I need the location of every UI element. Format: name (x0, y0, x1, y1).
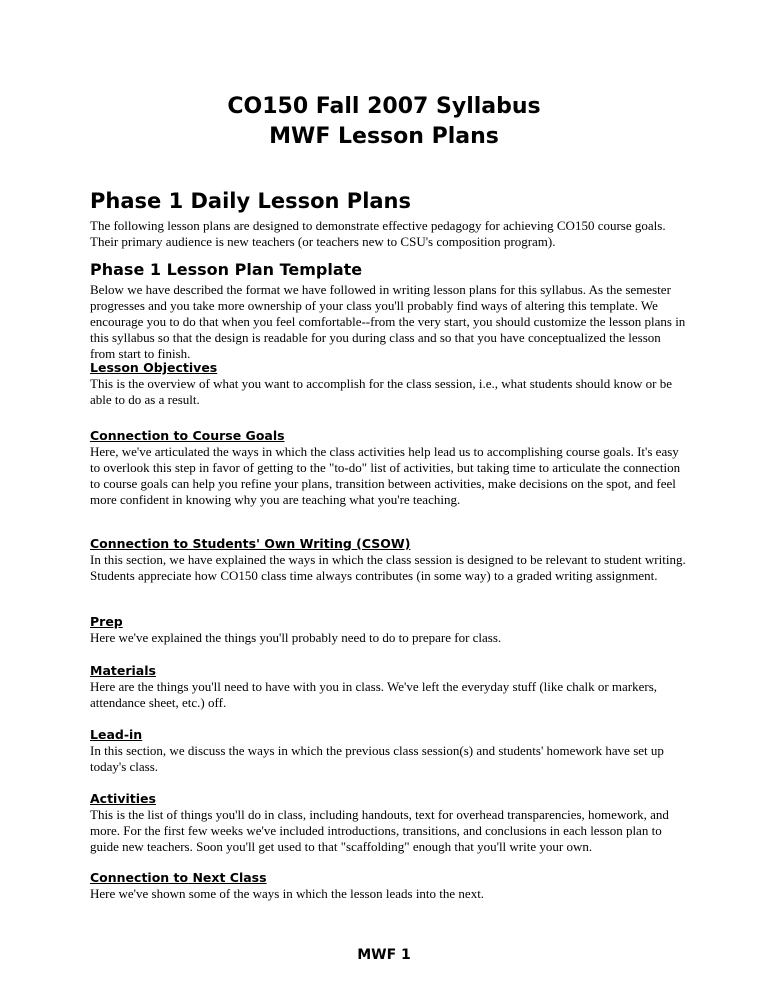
section-text: Here we've shown some of the ways in which the lesson leads into the next. (90, 886, 485, 901)
section-lead-in (90, 727, 688, 775)
template-heading: Phase 1 Lesson Plan Template (90, 260, 363, 279)
section-heading: Connection to Course Goals (90, 428, 285, 443)
section-prep (90, 614, 688, 646)
template-paragraph: Below we have described the format we have followed in writing lesson plans for this syllabus. As the semester progresses and you take more ownership of your class you'll probably find ways of altering this template. We encourage you to do that when you feel comfortable--from the very start, you should customize the lesson plans in this syllabus so that the design is readable for you during class and so that you have conceptualized the lesson from start to finish. (90, 282, 686, 361)
section-course-goals (90, 428, 688, 508)
title-line-1: CO150 Fall 2007 Syllabus (227, 94, 541, 119)
section-heading: Materials (90, 663, 156, 678)
section-text: Here, we've articulated the ways in which the class activities help lead us to accomplishing course goals. It's easy to overlook this step in favor of getting to the "to-do" list of activities, but taking time to articulate the connection to course goals can help you refine your plans, transition between activities, make decisions on the spot, and feel more confident in knowing why you are teaching what you're teaching. (90, 444, 681, 507)
section-text: Here are the things you'll need to have with you in class. We've left the everyday stuff (like chalk or markers, attendance sheet, etc.) off. (90, 679, 658, 710)
intro-paragraph: The following lesson plans are designed to demonstrate effective pedagogy for achieving CO150 course goals. Their primary audience is new teachers (or teachers new to CSU's composition program). (90, 218, 666, 249)
section-heading: Connection to Next Class (90, 870, 267, 885)
section-heading: Activities (90, 791, 156, 806)
document-title (90, 92, 678, 152)
section-text: This is the overview of what you want to accomplish for the class session, i.e., what students should know or be able to do as a result. (90, 376, 673, 407)
page-footer: MWF 1 (357, 947, 411, 963)
section-heading: Lesson Objectives (90, 360, 218, 375)
section-heading: Prep (90, 614, 123, 629)
section-csow (90, 536, 688, 584)
section-text: This is the list of things you'll do in class, including handouts, text for overhead transparencies, homework, and more. For the first few weeks we've included introductions, transitions, and conclusions in each lesson plan to guide new teachers. Soon you'll get used to that "scaffolding" enough that you'll write your own. (90, 807, 669, 854)
section-next-class (90, 870, 688, 902)
section-heading: Connection to Students' Own Writing (CSOW) (90, 536, 411, 551)
section-text: Here we've explained the things you'll probably need to do to prepare for class. (90, 630, 502, 645)
section-lesson-objectives (90, 360, 688, 408)
section-text: In this section, we have explained the ways in which the class session is designed to be relevant to student writing. Students appreciate how CO150 class time always contributes (in some way) to a graded writing assignment. (90, 552, 686, 583)
section-heading: Lead-in (90, 727, 143, 742)
title-line-2: MWF Lesson Plans (269, 124, 499, 149)
section-activities (90, 791, 688, 855)
section-text: In this section, we discuss the ways in which the previous class session(s) and students' homework have set up today's class. (90, 743, 664, 774)
section-materials (90, 663, 688, 711)
main-heading: Phase 1 Daily Lesson Plans (90, 189, 412, 213)
